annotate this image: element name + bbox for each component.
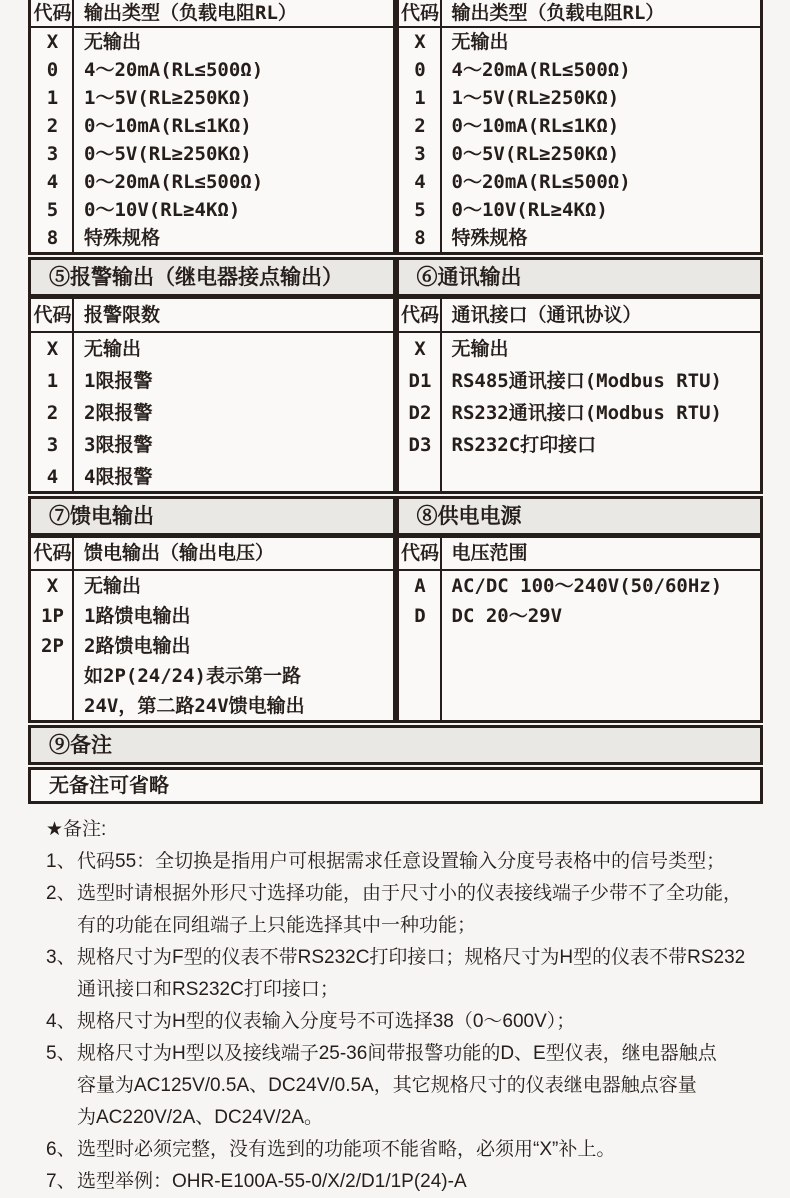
table-row <box>31 196 393 224</box>
code-cell: X <box>46 31 59 53</box>
output-type-table-left <box>28 0 396 255</box>
code-cell: 1 <box>46 87 59 109</box>
code-column-header: 代码 <box>33 2 72 24</box>
note-item <box>46 878 763 942</box>
code-cell: 2P <box>41 635 64 657</box>
section-6-header: ⑥通讯输出 <box>396 257 764 297</box>
desc-cell: 0～10V(RL≥4KΩ) <box>84 199 241 221</box>
alarm-output-table <box>28 297 396 494</box>
desc-cell: 0～20mA(RL≤500Ω) <box>451 171 631 193</box>
desc-cell: 1～5V(RL≥250KΩ) <box>84 87 252 109</box>
table-row <box>399 571 761 601</box>
output-type-table-right <box>396 0 764 255</box>
note-line: 选型时必须完整，没有选到的功能项不能省略，必须用“X”补上。 <box>77 1139 616 1160</box>
desc-cell: RS232C打印接口 <box>451 434 597 456</box>
note-line: 规格尺寸为H型的仪表输入分度号不可选择38（0～600V）； <box>77 1011 576 1032</box>
table-header-row <box>31 538 393 571</box>
code-cell <box>31 661 74 691</box>
table-row <box>399 224 761 252</box>
code-cell: 8 <box>414 227 426 249</box>
desc-cell: 0～20mA(RL≤500Ω) <box>84 171 264 193</box>
section-7-8-band-row <box>28 496 763 536</box>
code-cell: A <box>414 575 426 597</box>
notes-block <box>28 816 763 1198</box>
desc-cell: 无输出 <box>84 31 142 53</box>
desc-cell: RS485通讯接口(Modbus RTU) <box>451 370 722 392</box>
table-row <box>399 56 761 84</box>
code-cell: 3 <box>414 143 426 165</box>
desc-cell: 0～5V(RL≥250KΩ) <box>451 143 620 165</box>
code-column-header: 代码 <box>400 2 439 24</box>
code-cell: 1 <box>46 370 59 392</box>
note-number: 5、 <box>46 1043 76 1064</box>
code-cell: 0 <box>414 59 426 81</box>
code-column-header: 代码 <box>400 304 439 326</box>
table-row <box>31 461 393 493</box>
remark-content: 无备注可省略 <box>28 767 763 804</box>
desc-column-header: 馈电输出（输出电压） <box>84 542 275 564</box>
section-8-header: ⑧供电电源 <box>396 496 764 536</box>
table-row <box>31 365 393 397</box>
note-text <box>77 1038 763 1134</box>
section-5-header: ⑤报警输出（继电器接点输出） <box>28 257 396 297</box>
desc-column-header: 通讯接口（通讯协议） <box>451 304 642 326</box>
table-row <box>399 601 761 631</box>
table-header-row <box>31 299 393 333</box>
power-supply-table <box>396 536 764 723</box>
desc-cell: 2路馈电输出 <box>84 635 191 657</box>
desc-column-header: 电压范围 <box>451 542 528 564</box>
note-text <box>77 1134 763 1166</box>
desc-cell: 1路馈电输出 <box>84 605 191 627</box>
note-number: 3、 <box>46 947 76 968</box>
table-row <box>31 140 393 168</box>
desc-cell: 4限报警 <box>84 466 153 488</box>
note-number: 7、 <box>46 1171 76 1192</box>
note-line: 规格尺寸为F型的仪表不带RS232C打印接口；规格尺寸为H型的仪表不带RS232 <box>77 947 746 968</box>
desc-cell: 1限报警 <box>84 370 153 392</box>
code-column-header: 代码 <box>33 304 72 326</box>
note-text <box>77 942 763 1006</box>
table-row <box>399 84 761 112</box>
code-cell: 1 <box>414 87 426 109</box>
note-item <box>46 1166 763 1198</box>
desc-cell: 1～5V(RL≥250KΩ) <box>451 87 620 109</box>
desc-cell: 0～10mA(RL≤1KΩ) <box>84 115 252 137</box>
selection-guide-sheet <box>28 0 763 1198</box>
desc-cell: 4～20mA(RL≤500Ω) <box>84 59 264 81</box>
table-row <box>31 84 393 112</box>
note-text <box>77 1006 763 1038</box>
desc-cell: 4～20mA(RL≤500Ω) <box>451 59 631 81</box>
code-cell: D1 <box>408 370 432 392</box>
table-row <box>399 365 761 397</box>
code-cell: 5 <box>414 199 426 221</box>
table-row <box>31 631 393 661</box>
note-line: 代码55：全切换是指用户可根据需求任意设置输入分度号表格中的信号类型； <box>77 851 726 872</box>
note-number: 2、 <box>46 883 76 904</box>
table-row <box>399 196 761 224</box>
code-cell: D <box>414 605 426 627</box>
table-row <box>31 168 393 196</box>
table-row <box>31 601 393 631</box>
desc-cell: 特殊规格 <box>451 227 528 249</box>
desc-cell: 无输出 <box>84 575 142 597</box>
table-header-row <box>31 0 393 28</box>
code-cell: 8 <box>46 227 59 249</box>
table-row <box>31 661 393 691</box>
desc-cell: 0～10mA(RL≤1KΩ) <box>451 115 620 137</box>
code-cell: X <box>46 575 59 597</box>
code-cell: 3 <box>46 434 59 456</box>
desc-cell: DC 20～29V <box>451 605 563 627</box>
note-text <box>77 1166 763 1198</box>
desc-cell: 2限报警 <box>84 402 153 424</box>
code-cell <box>31 691 74 721</box>
desc-cell: 0～5V(RL≥250KΩ) <box>84 143 252 165</box>
table-row <box>399 429 761 461</box>
desc-cell: RS232通讯接口(Modbus RTU) <box>451 402 722 424</box>
section-5-6-band-row <box>28 257 763 297</box>
alarm-comm-tables-row <box>28 297 763 494</box>
note-text <box>77 846 763 878</box>
desc-cell: 3限报警 <box>84 434 153 456</box>
code-column-header: 代码 <box>33 542 72 564</box>
table-row <box>31 56 393 84</box>
code-cell: 4 <box>46 171 59 193</box>
desc-cell: 无输出 <box>451 31 509 53</box>
desc-column-header: 报警限数 <box>84 304 161 326</box>
table-row <box>31 28 393 56</box>
code-cell: 0 <box>46 59 59 81</box>
section-9-header: ⑨备注 <box>28 725 763 765</box>
note-number: 1、 <box>46 851 76 872</box>
code-cell: X <box>414 338 426 360</box>
table-row <box>31 397 393 429</box>
desc-column-header: 输出类型（负载电阻RL） <box>451 2 665 24</box>
table-row <box>31 112 393 140</box>
table-row <box>399 168 761 196</box>
note-line: 选型举例：OHR-E100A-55-0/X/2/D1/1P(24)-A <box>77 1171 467 1192</box>
output-type-tables-row <box>28 0 763 255</box>
section-7-header: ⑦馈电输出 <box>28 496 396 536</box>
note-line: 规格尺寸为H型以及接线端子25-36间带报警功能的D、E型仪表，继电器触点 <box>77 1043 717 1064</box>
code-cell: 2 <box>46 402 59 424</box>
note-text <box>77 878 763 942</box>
table-header-row <box>399 0 761 28</box>
desc-cell: 24V，第二路24V馈电输出 <box>84 695 305 717</box>
note-number: 4、 <box>46 1011 76 1032</box>
note-line: 为AC220V/2A、DC24V/2A。 <box>77 1107 324 1128</box>
note-line: 容量为AC125V/0.5A、DC24V/0.5A，其它规格尺寸的仪表继电器触点容量 <box>77 1075 697 1096</box>
code-cell: D2 <box>408 402 432 424</box>
note-item <box>46 1006 763 1038</box>
feed-output-table <box>28 536 396 723</box>
notes-title: ★备注: <box>46 819 107 840</box>
table-row <box>399 333 761 365</box>
note-line: 选型时请根据外形尺寸选择功能，由于尺寸小的仪表接线端子少带不了全功能， <box>77 883 743 904</box>
table-header-row <box>399 299 761 333</box>
note-line: 通讯接口和RS232C打印接口； <box>77 979 339 1000</box>
table-header-row <box>399 538 761 571</box>
table-row <box>31 691 393 721</box>
table-row <box>399 28 761 56</box>
table-row <box>399 112 761 140</box>
table-row <box>399 397 761 429</box>
feed-power-tables-row <box>28 536 763 723</box>
code-cell: X <box>46 338 59 360</box>
note-item <box>46 942 763 1006</box>
code-cell: 1P <box>41 605 64 627</box>
code-cell: 4 <box>46 466 59 488</box>
table-row <box>31 429 393 461</box>
table-row <box>31 224 393 252</box>
comm-output-table <box>396 297 764 494</box>
code-column-header: 代码 <box>400 542 439 564</box>
note-item <box>46 846 763 878</box>
code-cell: 5 <box>46 199 59 221</box>
desc-column-header: 输出类型（负载电阻RL） <box>84 2 297 24</box>
code-cell: 3 <box>46 143 59 165</box>
code-cell: D3 <box>408 434 432 456</box>
desc-cell: AC/DC 100～240V(50/60Hz) <box>451 575 723 597</box>
desc-cell: 0～10V(RL≥4KΩ) <box>451 199 608 221</box>
code-cell: X <box>414 31 426 53</box>
note-item <box>46 1134 763 1166</box>
table-row <box>399 140 761 168</box>
note-number: 6、 <box>46 1139 76 1160</box>
table-row <box>31 571 393 601</box>
desc-cell: 无输出 <box>451 338 509 360</box>
code-cell: 2 <box>414 115 426 137</box>
desc-cell: 如2P(24/24)表示第一路 <box>84 665 301 687</box>
desc-cell: 无输出 <box>84 338 142 360</box>
note-line: 有的功能在同组端子上只能选择其中一种功能； <box>77 915 477 936</box>
code-cell: 2 <box>46 115 59 137</box>
table-row <box>31 333 393 365</box>
code-cell: 4 <box>414 171 426 193</box>
desc-cell: 特殊规格 <box>84 227 161 249</box>
note-item <box>46 1038 763 1134</box>
